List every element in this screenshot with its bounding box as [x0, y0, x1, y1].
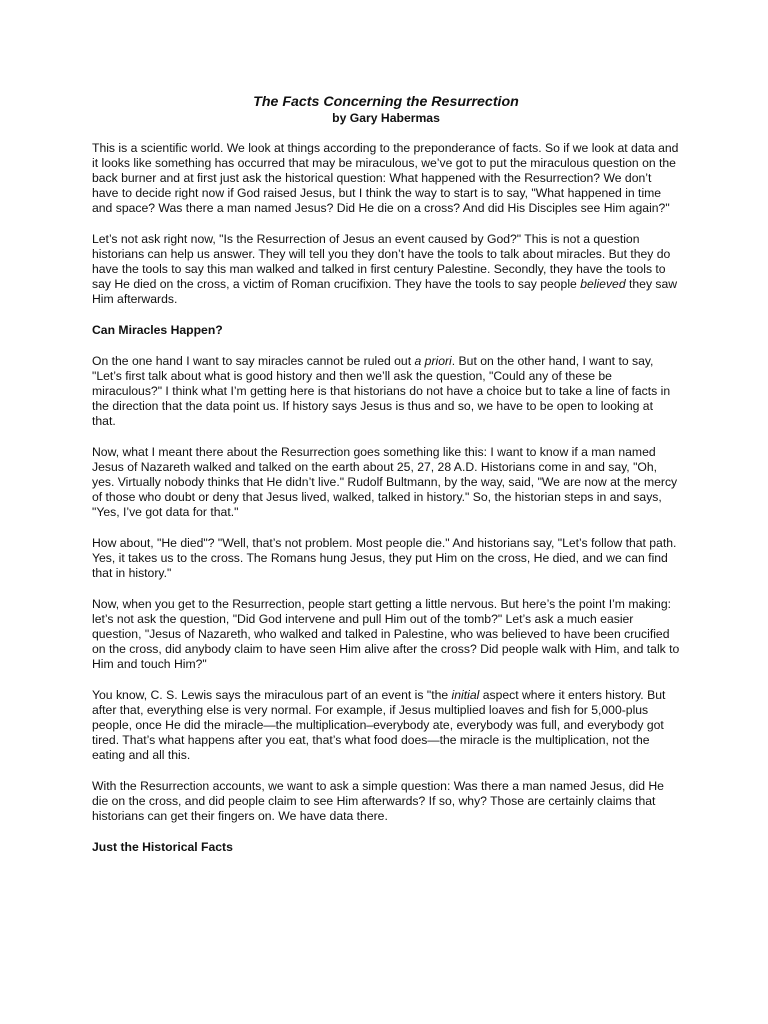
paragraph-text: On the one hand I want to say miracles cannot be ruled out	[92, 354, 415, 368]
paragraph: How about, "He died"? "Well, that’s not problem. Most people die." And historians say, "Let’s follow that path. Yes, it takes us to the cross. The Romans hung Jesus, they put Him on the cross, He died, and we can find that in history."	[92, 536, 677, 580]
document-page	[92, 94, 680, 871]
emphasis-text: believed	[580, 277, 626, 291]
paragraph-text: aspect where it enters history. But after that, everything else is very normal. For example, if Jesus multiplied loaves and fish for 5,000-plus people, once He did the miracle—the multiplication–everybody ate, everybody was full, and everybody got tired. That’s what happens after you eat, that’s what food does—the miracle is the multiplication, not the eating and all this.	[92, 688, 666, 762]
paragraph: Now, what I meant there about the Resurrection goes something like this: I want to know if a man named Jesus of Nazareth walked and talked on the earth about 25, 27, 28 A.D. Historians come in and say, "Oh, yes. Virtually nobody thinks that He didn’t live." Rudolf Bultmann, by the way, said, "We are now at the mercy of those who doubt or deny that Jesus lived, walked, talked in history." So, the historian steps in and says, "Yes, I’ve got data for that."	[92, 445, 678, 519]
paragraph-text: . But on the other hand, I want to say, "Let’s first talk about what is good history and then we’ll ask the question, "Could any of these be miraculous?" I think what I’m getting here is that historians do not have a choice but to take a line of facts in the direction that the data point us. If history says Jesus is thus and so, we have to be open to looking at that.	[92, 354, 671, 428]
paragraph-text: You know, C. S. Lewis says the miraculous part of an event is "the	[92, 688, 452, 702]
paragraph	[92, 688, 680, 763]
paragraph	[92, 354, 680, 429]
paragraph: Now, when you get to the Resurrection, people start getting a little nervous. But here’s the point I’m making: let’s not ask the question, "Did God intervene and pull Him out of the tomb?" Let’s ask a much easier question, "Jesus of Nazareth, who walked and talked in Palestine, who was believed to have been crucified on the cross, did anybody claim to have seen Him alive after the cross? Did people walk with Him, and talk to Him and touch Him?"	[92, 597, 680, 671]
paragraph: This is a scientific world. We look at things according to the preponderance of facts. So if we look at data and it looks like something has occurred that may be miraculous, we’ve got to put the miraculous question on the back burner and at first just ask the historical question: What happened with the Resurrection? We don’t have to decide right now if God raised Jesus, but I think the way to start is to say, "What happened in time and space? Was there a man named Jesus? Did He die on a cross? And did His Disciples see Him again?"	[92, 141, 679, 215]
section-heading: Can Miracles Happen?	[92, 323, 223, 337]
paragraph-text: they saw Him afterwards.	[92, 277, 678, 306]
emphasis-text: initial	[451, 688, 480, 702]
emphasis-text: a priori	[414, 354, 452, 368]
section-heading: Just the Historical Facts	[92, 840, 233, 854]
document-author: by Gary Habermas	[332, 111, 440, 125]
paragraph	[92, 232, 680, 307]
document-title: The Facts Concerning the Resurrection	[253, 94, 519, 110]
paragraph-text: Let’s not ask right now, "Is the Resurrection of Jesus an event caused by God?" This is not a question historians can help us answer. They will tell you they don’t have the tools to talk about miracles. But they do have the tools to say this man walked and talked in first century Palestine. Secondly, they have the tools to say He died on the cross, a victim of Roman crucifixion. They have the tools to say people	[92, 232, 671, 291]
paragraph: With the Resurrection accounts, we want to ask a simple question: Was there a man named Jesus, did He die on the cross, and did people claim to see Him afterwards? If so, why? Those are certainly claims that historians can get their fingers on. We have data there.	[92, 779, 664, 823]
